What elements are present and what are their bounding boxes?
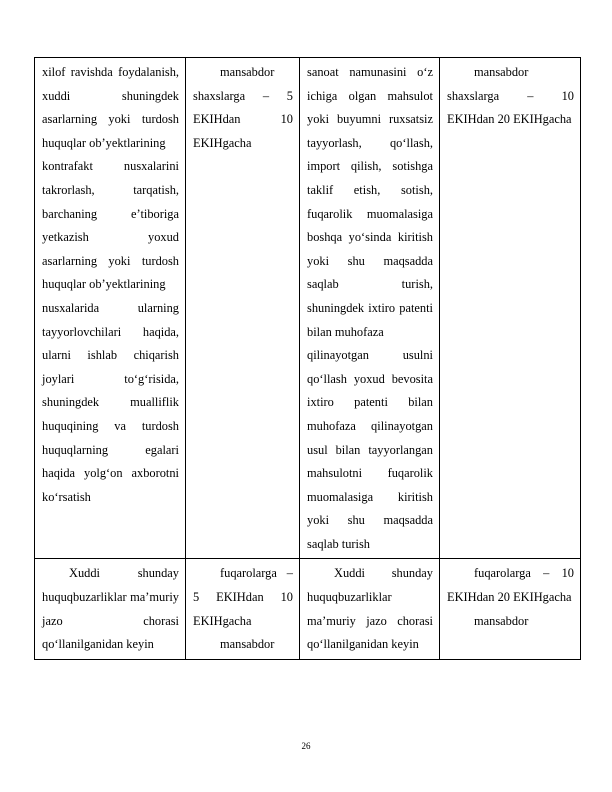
offense-text: kontrafakt nusxalarini takrorlash, tarqatish, barchaning e’tiboriga yetkazish yoxud asarlarning yoki turdosh huquqlar ob’yektlarining — [42, 159, 179, 292]
penalty-text: fuqarolarga – 10 EKIHdan 20 EKIHgacha — [447, 566, 574, 605]
offense-text: qilinayotgan usulni qo‘llash yoxud bevosita ixtiro patenti bilan muhofaza qilinayotgan usul bilan tayyorlangan mahsulotni fuqarolik muomalasiga kiritish yoki shu maqsadda saqlab turish — [307, 348, 433, 551]
penalty-cell — [186, 559, 300, 659]
repeat-offense-cell — [35, 559, 186, 659]
penalty-text: mansabdor shaxslarga – 5 EKIHdan 10 EKIHgacha — [193, 65, 293, 150]
penalty-cell — [440, 559, 581, 659]
offense-penalty-table — [34, 57, 581, 660]
penalty-cell — [440, 58, 581, 559]
offense-description-cell — [300, 58, 440, 559]
penalty-text: fuqarolarga – 5 EKIHdan 10 EKIHgacha — [193, 566, 293, 628]
penalty-text: mansabdor — [474, 613, 529, 628]
offense-description-cell — [35, 58, 186, 559]
penalty-cell — [186, 58, 300, 559]
offense-text: nusxalarida ularning tayyorlovchilari haqida, ularni ishlab chiqarish joylari to‘g‘risida, shuningdek mualliflik huquqining va turdosh huquqlarning egalari haqida yolg‘on axborotni ko‘rsatish — [42, 300, 179, 504]
penalty-text: mansabdor — [220, 637, 275, 652]
penalty-text: mansabdor shaxslarga – 10 EKIHdan 20 EKIHgacha — [447, 65, 574, 127]
table-row — [35, 559, 581, 659]
page-number: 26 — [301, 741, 311, 751]
repeat-offense-text: Xuddi shunday huquqbuzarliklar ma’muriy jazo chorasi qo‘llanilganidan keyin — [42, 566, 179, 652]
repeat-offense-text: Xuddi shunday huquqbuzarliklar ma’muriy jazo chorasi qo‘llanilganidan keyin — [307, 566, 433, 652]
offense-text: sanoat namunasini o‘z ichiga olgan mahsulot yoki buyumni ruxsatsiz tayyorlash, qo‘llash, import qilish, sotishga taklif etish, sotish, fuqarolik muomalasiga boshqa yo‘sinda kiritish yoki shu maqsadda saqlab turish, shuningdek ixtiro patenti bilan muhofaza — [307, 65, 433, 339]
offense-text: xilof ravishda foydalanish, xuddi shuningdek asarlarning yoki turdosh huquqlar ob’yektlarining — [42, 65, 179, 150]
table-row — [35, 58, 581, 559]
repeat-offense-cell — [300, 559, 440, 659]
